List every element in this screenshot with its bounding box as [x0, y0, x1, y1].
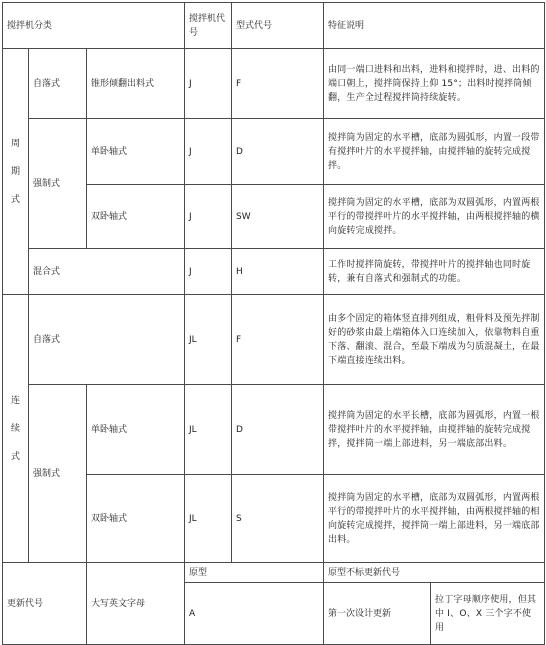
periodic-forced-double-code: J [185, 185, 232, 249]
table-row [3, 385, 545, 475]
table-row [3, 295, 545, 385]
continuous-forced-single-label: 单卧轴式 [87, 385, 185, 475]
update-a: A [185, 583, 324, 645]
continuous-gravity-label: 自落式 [29, 295, 185, 385]
continuous-gravity-desc: 由多个固定的箱体竖直排列组成，粗骨料及预先拌制好的砂浆由最上端箱体入口连续加入，依靠物料自重下落、翻滚、混合，至最下端成为匀质混凝土，在最下端直接连续出料。 [324, 295, 545, 385]
periodic-forced-single-label: 单卧轴式 [87, 119, 185, 185]
header-category: 搅拌机分类 [3, 3, 185, 49]
periodic-mixed-desc: 工作时搅拌筒旋转，带搅拌叶片的搅拌轴也同时旋转，兼有自落式和强制式的功能。 [324, 249, 545, 295]
continuous-forced-single-code: JL [185, 385, 232, 475]
header-feature: 特征说明 [324, 3, 545, 49]
periodic-mixed-type: H [232, 249, 324, 295]
table-row [3, 563, 545, 583]
header-type-code: 型式代号 [232, 3, 324, 49]
continuous-forced-double-label: 双卧轴式 [87, 475, 185, 563]
table-row [3, 249, 545, 295]
periodic-gravity-code: J [185, 49, 232, 119]
table-row [3, 49, 545, 119]
update-letters: 大写英文字母 [87, 563, 185, 645]
continuous-forced-single-desc: 搅拌筒为固定的水平长槽，底部为圆弧形，内置一根带搅拌叶片的水平搅拌轴，由搅拌轴的旋转完成搅拌，搅拌筒一端上部进料，另一端底部出料。 [324, 385, 545, 475]
continuous-forced-single-type: D [232, 385, 324, 475]
periodic-gravity-desc: 由同一端口进料和出料，进料和搅拌时，进、出料的端口朝上，搅拌筒保持上仰 15°；出料时搅拌筒倾翻，生产全过程搅拌筒持续旋转。 [324, 49, 545, 119]
continuous-forced-label: 强制式 [29, 385, 87, 563]
continuous-label: 连 续 式 [3, 295, 29, 563]
header-code: 搅拌机代号 [185, 3, 232, 49]
continuous-forced-double-desc: 搅拌筒为固定的水平槽，底部为双圆弧形，内置两根平行的带搅拌叶片的水平搅拌轴，由两根搅拌轴的相向旋转完成搅拌，搅拌筒一端上部进料，另一端底部出料。 [324, 475, 545, 563]
periodic-label: 周 期 式 [3, 49, 29, 295]
update-label: 更新代号 [3, 563, 87, 645]
continuous-forced-double-code: JL [185, 475, 232, 563]
table-row [3, 119, 545, 185]
update-proto-desc: 原型不标更新代号 [324, 563, 545, 583]
periodic-forced-single-code: J [185, 119, 232, 185]
continuous-forced-double-type: S [232, 475, 324, 563]
periodic-forced-double-label: 双卧轴式 [87, 185, 185, 249]
update-a-desc: 第一次设计更新 [324, 583, 431, 645]
update-proto: 原型 [185, 563, 324, 583]
periodic-gravity-type: F [232, 49, 324, 119]
periodic-mixed-label: 混合式 [29, 249, 185, 295]
periodic-forced-label: 强制式 [29, 119, 87, 249]
periodic-gravity-sub: 锥形倾翻出料式 [87, 49, 185, 119]
periodic-mixed-code: J [185, 249, 232, 295]
continuous-gravity-type: F [232, 295, 324, 385]
header-row [3, 3, 545, 49]
periodic-gravity-label: 自落式 [29, 49, 87, 119]
mixer-classification-table [2, 2, 545, 645]
periodic-forced-single-desc: 搅拌筒为固定的水平槽，底部为圆弧形，内置一段带有搅拌叶片的水平搅拌轴，由搅拌轴的旋转完成搅拌。 [324, 119, 545, 185]
update-note: 拉丁字母顺序使用，但其中 I、O、X 三个字不使用 [431, 583, 545, 645]
continuous-gravity-code: JL [185, 295, 232, 385]
periodic-forced-double-desc: 搅拌筒为固定的水平槽，底部为双圆弧形，内置两根平行的带搅拌叶片的水平搅拌轴，由两根搅拌轴的横向旋转完成搅拌。 [324, 185, 545, 249]
periodic-forced-double-type: SW [232, 185, 324, 249]
periodic-forced-single-type: D [232, 119, 324, 185]
